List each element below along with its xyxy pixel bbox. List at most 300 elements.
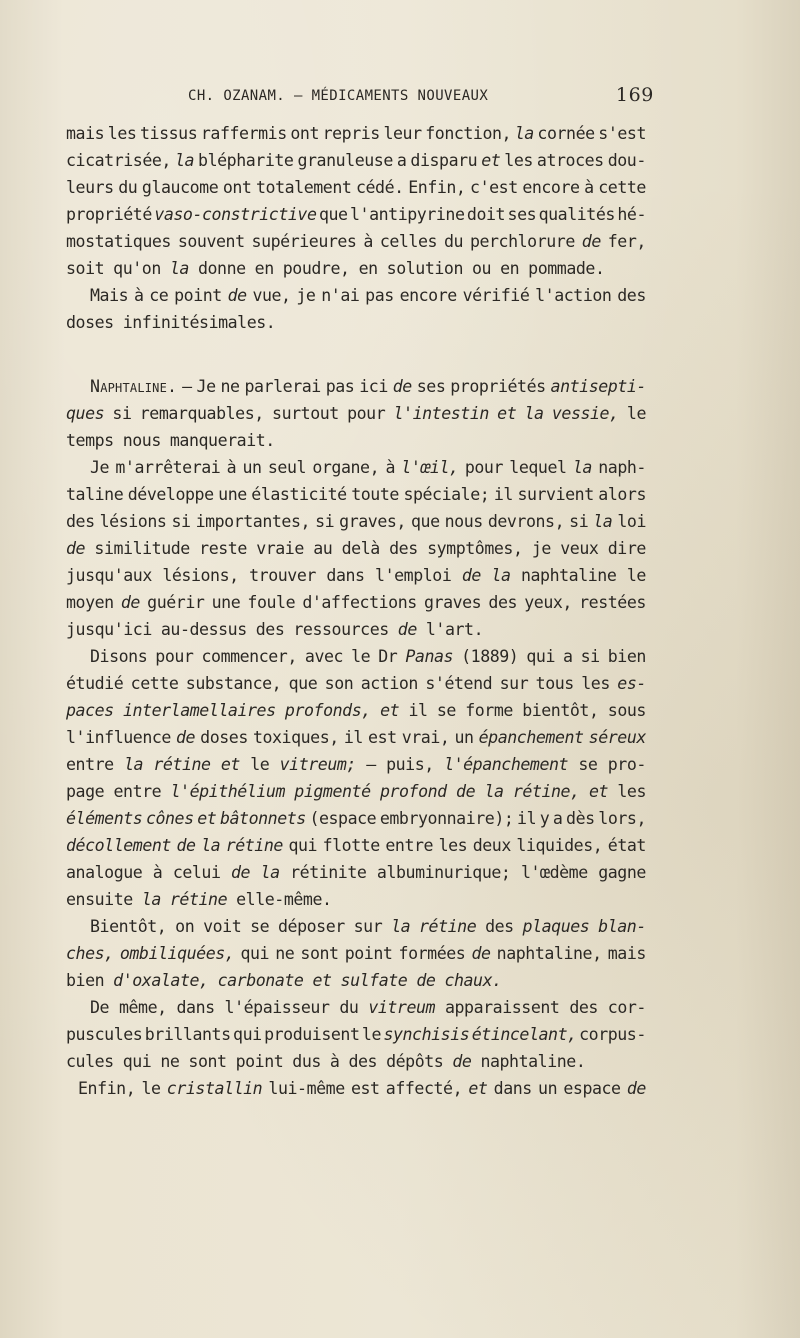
word: puscules bbox=[66, 1025, 143, 1044]
word: si bbox=[171, 512, 191, 531]
word: (espace bbox=[309, 809, 377, 828]
word: l'antipyrine bbox=[350, 205, 465, 224]
word: celui bbox=[172, 863, 221, 882]
word: puis, bbox=[386, 755, 434, 774]
word: que bbox=[318, 205, 348, 224]
word: brillants bbox=[144, 1025, 231, 1044]
word: alors bbox=[598, 485, 646, 504]
word: l'épanchement bbox=[444, 755, 569, 774]
word: au bbox=[313, 539, 333, 558]
word: à bbox=[152, 863, 163, 882]
word: tissus bbox=[140, 124, 198, 143]
word: séreux bbox=[588, 728, 646, 747]
word: pour bbox=[347, 404, 386, 423]
word: nous bbox=[444, 512, 483, 531]
word: de bbox=[397, 620, 417, 639]
word: dus bbox=[292, 1052, 321, 1071]
word: qu'on bbox=[113, 259, 161, 278]
word: solution bbox=[386, 259, 463, 278]
text-line bbox=[66, 994, 646, 1021]
word: la bbox=[201, 836, 221, 855]
word: si bbox=[315, 512, 335, 531]
word: atroces bbox=[536, 151, 604, 170]
word: je bbox=[296, 286, 316, 305]
word: et bbox=[481, 151, 501, 170]
text-line bbox=[66, 309, 646, 336]
word: le bbox=[361, 1025, 382, 1044]
word: l'art. bbox=[425, 620, 484, 639]
text-line bbox=[66, 400, 646, 427]
word: on bbox=[175, 917, 195, 936]
word: de bbox=[581, 232, 601, 251]
word: ou bbox=[471, 259, 492, 278]
word: a bbox=[563, 647, 573, 666]
word: restées bbox=[579, 593, 646, 612]
word: dépôts bbox=[386, 1052, 444, 1071]
word: de bbox=[471, 944, 491, 963]
word: parlerai bbox=[244, 377, 321, 396]
text-line bbox=[66, 913, 646, 940]
word: en bbox=[358, 259, 378, 278]
word: de bbox=[416, 971, 436, 990]
word: et bbox=[497, 404, 517, 423]
word: cédé. bbox=[355, 178, 404, 197]
word: pas bbox=[325, 377, 355, 396]
word: l'épaisseur bbox=[224, 998, 330, 1017]
word: il bbox=[493, 485, 513, 504]
text-line bbox=[66, 778, 646, 805]
word: lui-même bbox=[268, 1079, 345, 1098]
word: éléments bbox=[66, 809, 143, 828]
word: pommade. bbox=[528, 259, 605, 278]
word: pas bbox=[365, 286, 394, 305]
word: fer, bbox=[607, 232, 646, 251]
word: Je bbox=[90, 458, 110, 477]
text-line bbox=[66, 697, 646, 724]
word: qualités bbox=[538, 205, 615, 224]
word: d'affections bbox=[302, 593, 417, 612]
word: profond bbox=[379, 782, 447, 801]
word: l'emploi bbox=[375, 566, 452, 585]
word: point bbox=[235, 1052, 284, 1071]
word: vérifié bbox=[462, 286, 530, 305]
word: l'intestin bbox=[393, 404, 489, 423]
word: devrons, bbox=[487, 512, 565, 531]
word: l'influence bbox=[66, 728, 171, 747]
text-line bbox=[66, 859, 646, 886]
word: infinitésimales. bbox=[122, 313, 276, 332]
text-line bbox=[66, 670, 646, 697]
word: loi bbox=[617, 512, 646, 531]
word: toxiques, bbox=[252, 728, 339, 747]
word: sous bbox=[607, 701, 646, 720]
word: Naphtaline. bbox=[90, 377, 178, 396]
word: qui bbox=[122, 1052, 152, 1071]
word: sur bbox=[353, 917, 383, 936]
word: décollement bbox=[66, 836, 171, 855]
word: graves bbox=[423, 593, 482, 612]
word: la bbox=[391, 917, 411, 936]
word: je bbox=[531, 539, 551, 558]
word: un bbox=[538, 1079, 558, 1098]
word: Dr bbox=[378, 647, 398, 666]
word: Mais bbox=[90, 286, 129, 305]
word: propriété bbox=[66, 205, 152, 224]
word: sont bbox=[188, 1052, 227, 1071]
word: affecté, bbox=[385, 1079, 463, 1098]
word: un bbox=[242, 458, 262, 477]
word: vitreum bbox=[368, 998, 436, 1017]
word: les bbox=[107, 124, 137, 143]
word: a bbox=[552, 809, 563, 828]
word: lequel bbox=[509, 458, 567, 477]
word: celles bbox=[379, 232, 438, 251]
word: souvent bbox=[177, 232, 245, 251]
word: mostatiques bbox=[66, 232, 171, 251]
word: de bbox=[461, 566, 481, 585]
word: — bbox=[366, 755, 376, 774]
word: deux bbox=[472, 836, 511, 855]
text-line bbox=[66, 724, 646, 751]
word: rétine bbox=[169, 890, 228, 909]
word: rétinite bbox=[290, 863, 367, 882]
word: seul bbox=[267, 458, 307, 477]
word: donne bbox=[197, 259, 246, 278]
word: étudié bbox=[66, 674, 124, 693]
word: jusqu'aux bbox=[66, 566, 152, 585]
word: Bientôt, bbox=[90, 917, 167, 936]
word: des bbox=[66, 512, 95, 531]
word: moyen bbox=[66, 593, 114, 612]
word: naphtaline. bbox=[480, 1052, 586, 1071]
word: vessie, bbox=[551, 404, 619, 423]
word: la bbox=[169, 259, 189, 278]
word: le bbox=[141, 1079, 161, 1098]
word: épanchement bbox=[478, 728, 584, 747]
word: cristallin bbox=[166, 1079, 263, 1098]
word: vitreum; bbox=[279, 755, 356, 774]
word: état bbox=[607, 836, 646, 855]
word: qui bbox=[240, 944, 270, 963]
word: vraie bbox=[256, 539, 304, 558]
word: liquides, bbox=[516, 836, 603, 855]
word: se bbox=[250, 917, 270, 936]
word: guérir bbox=[147, 593, 205, 612]
word: soit bbox=[66, 259, 105, 278]
word: entre bbox=[113, 782, 162, 801]
word: la bbox=[260, 863, 280, 882]
word: pour bbox=[464, 458, 503, 477]
word: action bbox=[360, 674, 418, 693]
word: la bbox=[141, 890, 161, 909]
word: surtout bbox=[272, 404, 339, 423]
word: ses bbox=[416, 377, 446, 396]
word: toute bbox=[351, 485, 399, 504]
word: de bbox=[176, 728, 196, 747]
word: hé- bbox=[617, 205, 646, 224]
word: totalement bbox=[256, 178, 352, 197]
word: Enfin, bbox=[78, 1079, 136, 1098]
word: la bbox=[593, 512, 613, 531]
page-header bbox=[170, 84, 660, 108]
word: vue, bbox=[252, 286, 291, 305]
word: jusqu'ici bbox=[66, 620, 152, 639]
word: et bbox=[197, 809, 217, 828]
word: l'œil, bbox=[401, 458, 459, 477]
word: corpus- bbox=[579, 1025, 646, 1044]
word: foule bbox=[247, 593, 296, 612]
text-line bbox=[66, 805, 646, 832]
word: interlamellaires bbox=[122, 701, 276, 720]
word: poudre, bbox=[282, 259, 350, 278]
word: le bbox=[626, 566, 646, 585]
word: disparu bbox=[410, 151, 478, 170]
word: antisepti- bbox=[550, 377, 646, 396]
word: analogue bbox=[66, 863, 143, 882]
word: encore bbox=[522, 178, 580, 197]
word: des bbox=[617, 286, 646, 305]
word: si bbox=[569, 512, 589, 531]
word: avec bbox=[304, 647, 344, 666]
word: au-dessus bbox=[160, 620, 247, 639]
text-line bbox=[66, 255, 646, 282]
word: point bbox=[174, 286, 222, 305]
word: leurs bbox=[66, 178, 114, 197]
word: rétine bbox=[419, 917, 477, 936]
text-line bbox=[66, 535, 646, 562]
word: substance, bbox=[185, 674, 282, 693]
word: ressources bbox=[293, 620, 389, 639]
word: symptômes, bbox=[427, 539, 523, 558]
word: la bbox=[514, 124, 534, 143]
body-text bbox=[66, 120, 646, 1102]
word: dès bbox=[566, 809, 595, 828]
word: a bbox=[396, 151, 407, 170]
word: en bbox=[254, 259, 274, 278]
word: s'étend bbox=[425, 674, 493, 693]
word: mais bbox=[66, 124, 105, 143]
word: spéciale; bbox=[403, 485, 490, 504]
word: qui bbox=[233, 1025, 262, 1044]
word: se bbox=[436, 701, 456, 720]
word: embryonnaire); bbox=[379, 809, 514, 828]
word: naph- bbox=[598, 458, 646, 477]
word: bâtonnets bbox=[219, 809, 306, 828]
word: elle-même. bbox=[236, 890, 332, 909]
word: (1889) bbox=[461, 647, 519, 666]
word: ce bbox=[149, 286, 169, 305]
word: et bbox=[588, 782, 609, 801]
word: voit bbox=[203, 917, 242, 936]
word: la bbox=[174, 151, 195, 170]
word: organe, bbox=[312, 458, 380, 477]
word: manquerait. bbox=[169, 431, 275, 450]
word: rétine bbox=[153, 755, 211, 774]
word: dire bbox=[607, 539, 646, 558]
word: du bbox=[339, 998, 359, 1017]
word: granuleuse bbox=[297, 151, 393, 170]
word: il bbox=[517, 809, 537, 828]
word: perchlorure bbox=[469, 232, 575, 251]
word: Enfin, bbox=[408, 178, 466, 197]
word: synchisis bbox=[383, 1025, 470, 1044]
word: blan- bbox=[598, 917, 646, 936]
word: es- bbox=[617, 674, 646, 693]
word: développe bbox=[127, 485, 214, 504]
text-line bbox=[66, 616, 646, 643]
text-line bbox=[66, 1075, 646, 1102]
word: entre bbox=[66, 755, 114, 774]
word: profonds, bbox=[284, 701, 371, 720]
word: veux bbox=[560, 539, 599, 558]
word: paces bbox=[66, 701, 114, 720]
word: vrai, bbox=[401, 728, 450, 747]
word: graves, bbox=[339, 512, 406, 531]
word: nous bbox=[122, 431, 161, 450]
word: cette bbox=[130, 674, 179, 693]
word: forme bbox=[465, 701, 513, 720]
word: une bbox=[218, 485, 247, 504]
word: leur bbox=[383, 124, 422, 143]
word: même, bbox=[118, 998, 167, 1017]
word: ses bbox=[507, 205, 537, 224]
text-line bbox=[66, 643, 646, 670]
word: de bbox=[456, 782, 476, 801]
word: est bbox=[350, 1079, 380, 1098]
word: flotte bbox=[322, 836, 380, 855]
word: carbonate bbox=[217, 971, 304, 990]
word: les bbox=[438, 836, 468, 855]
word: ici bbox=[359, 377, 388, 396]
word: de bbox=[230, 863, 251, 882]
text-line bbox=[66, 751, 646, 778]
word: sont bbox=[300, 944, 339, 963]
word: le bbox=[626, 404, 646, 423]
text-line bbox=[66, 147, 646, 174]
word: cicatrisée, bbox=[66, 151, 171, 170]
word: un bbox=[454, 728, 474, 747]
text-line bbox=[66, 120, 646, 147]
word: des bbox=[255, 620, 285, 639]
word: repris bbox=[322, 124, 380, 143]
text-line bbox=[66, 832, 646, 859]
word: trouver bbox=[249, 566, 316, 585]
word: n'ai bbox=[321, 286, 360, 305]
word: qui bbox=[526, 647, 556, 666]
word: formées bbox=[398, 944, 466, 963]
word: et bbox=[468, 1079, 488, 1098]
word: rétine, bbox=[512, 782, 580, 801]
word: dou- bbox=[607, 151, 646, 170]
word: l'œdème bbox=[520, 863, 588, 882]
word: cor- bbox=[607, 998, 646, 1017]
word: et bbox=[220, 755, 240, 774]
word: sulfate bbox=[340, 971, 408, 990]
word: ont bbox=[290, 124, 319, 143]
word: gagne bbox=[598, 863, 646, 882]
word: les bbox=[617, 782, 646, 801]
word: chaux. bbox=[444, 971, 502, 990]
text-line bbox=[66, 1021, 646, 1048]
word: du bbox=[118, 178, 138, 197]
word: de bbox=[66, 539, 86, 558]
word: y bbox=[539, 809, 550, 828]
word: la bbox=[484, 782, 504, 801]
word: et bbox=[380, 701, 400, 720]
word: de bbox=[227, 286, 247, 305]
word: bien bbox=[66, 971, 105, 990]
text-line bbox=[66, 174, 646, 201]
word: temps bbox=[66, 431, 114, 450]
word: qui bbox=[288, 836, 318, 855]
text-line bbox=[66, 940, 646, 967]
word: les bbox=[581, 674, 610, 693]
word: ont bbox=[222, 178, 252, 197]
word: doses bbox=[200, 728, 248, 747]
word: similitude bbox=[94, 539, 190, 558]
word: cette bbox=[598, 178, 646, 197]
word: pour bbox=[155, 647, 194, 666]
word: espace bbox=[563, 1079, 621, 1098]
word: vaso-constrictive bbox=[154, 205, 317, 224]
text-line bbox=[66, 967, 646, 994]
word: se bbox=[578, 755, 598, 774]
word: il bbox=[408, 701, 428, 720]
word: que bbox=[410, 512, 440, 531]
word: des bbox=[569, 998, 598, 1017]
word: encore bbox=[399, 286, 457, 305]
text-line bbox=[66, 589, 646, 616]
word: taline bbox=[66, 485, 124, 504]
word: le bbox=[351, 647, 371, 666]
text-line bbox=[66, 373, 646, 400]
word: — bbox=[182, 377, 192, 396]
word: reste bbox=[199, 539, 247, 558]
word: m'arrêterai bbox=[115, 458, 221, 477]
word: ches, bbox=[66, 944, 114, 963]
word: c'est bbox=[470, 178, 518, 197]
word: remarquables, bbox=[139, 404, 264, 423]
word: si bbox=[112, 404, 132, 423]
text-line bbox=[66, 454, 646, 481]
word: et bbox=[312, 971, 332, 990]
word: le bbox=[250, 755, 270, 774]
text-line bbox=[66, 427, 646, 454]
word: il bbox=[343, 728, 363, 747]
word: yeux, bbox=[524, 593, 572, 612]
word: supérieures bbox=[251, 232, 357, 251]
word: pigmenté bbox=[294, 782, 371, 801]
word: ques bbox=[66, 404, 105, 423]
word: delà bbox=[341, 539, 380, 558]
running-title: CH. OZANAM. — MÉDICAMENTS NOUVEAUX bbox=[188, 88, 489, 104]
word: d'oxalate, bbox=[113, 971, 209, 990]
word: à bbox=[363, 232, 373, 251]
word: à bbox=[133, 286, 144, 305]
word: importantes, bbox=[195, 512, 311, 531]
word: Je bbox=[196, 377, 216, 396]
word: blépharite bbox=[198, 151, 294, 170]
word: sur bbox=[499, 674, 529, 693]
word: doses bbox=[66, 313, 114, 332]
word: dans bbox=[493, 1079, 532, 1098]
word: ensuite bbox=[66, 890, 133, 909]
word: point bbox=[344, 944, 393, 963]
text-line bbox=[66, 481, 646, 508]
word: ne bbox=[220, 377, 240, 396]
word: de bbox=[626, 1079, 646, 1098]
word: des bbox=[389, 539, 418, 558]
